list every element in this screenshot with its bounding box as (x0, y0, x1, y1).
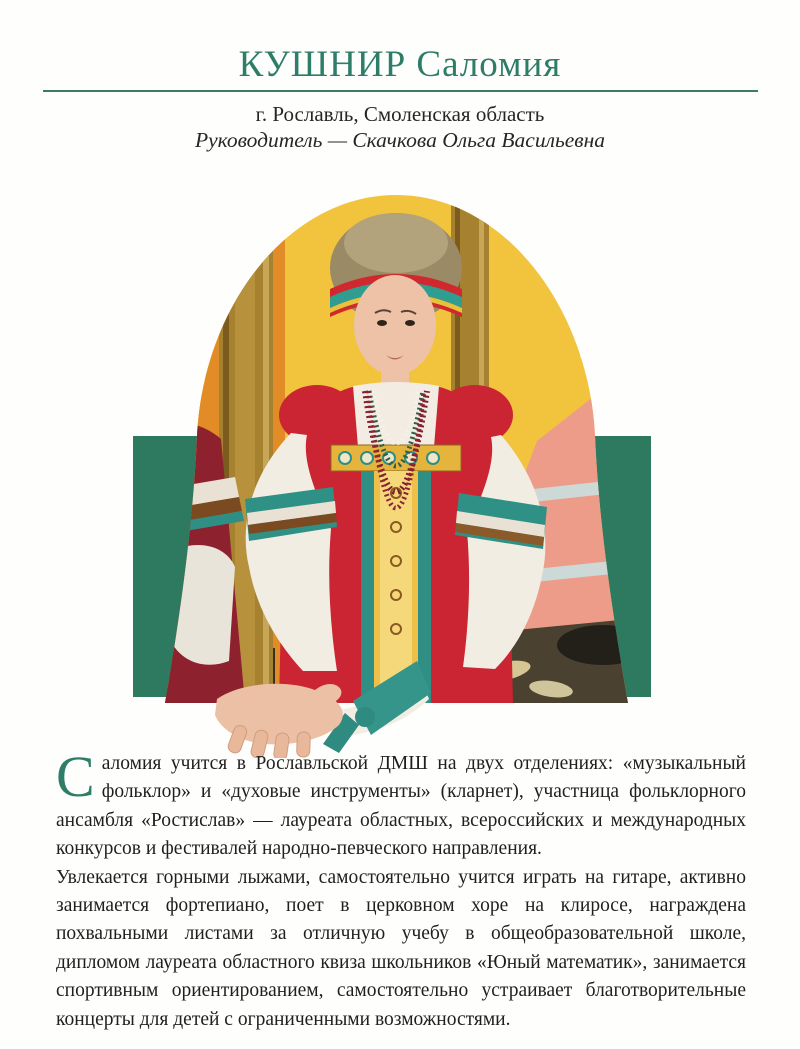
bio-paragraph-1-text: аломия учится в Рославльской ДМШ на двух отделениях: «музыкальный фольклор» и «духовые инструменты» (кларнет), участница фольклорного ансамбля «Ростислав» — лауреата областных, всероссийских и международных конкурсов и фестивалей народно-певческого направления. (56, 753, 746, 860)
supervisor-line: Руководитель — Скачкова Ольга Васильевна (194, 128, 606, 152)
bio-paragraph-2: Увлекается горными лыжами, самостоятельно учится играть на гитаре, активно занимается фортепиано, поет в церковном хоре на клиросе, награждена похвальными листами за отличную учебу в общеобразовательной школе, дипломом лауреата областного квиза школьников «Юный математик», занимается спортивным ориентированием, самостоятельно устраивает благотворительные концерты для детей с ограниченными возможностями. (56, 866, 746, 1030)
location-line: г. Рославль, Смоленская область (255, 102, 545, 126)
portrait-photo (133, 193, 651, 758)
drop-cap: С (56, 744, 95, 809)
title-rule (43, 90, 758, 92)
arch-photo-scene (133, 193, 651, 703)
bio-paragraph-1 (56, 744, 746, 864)
bio-text (56, 744, 746, 1034)
page-title: КУШНИР Саломия (238, 44, 562, 85)
